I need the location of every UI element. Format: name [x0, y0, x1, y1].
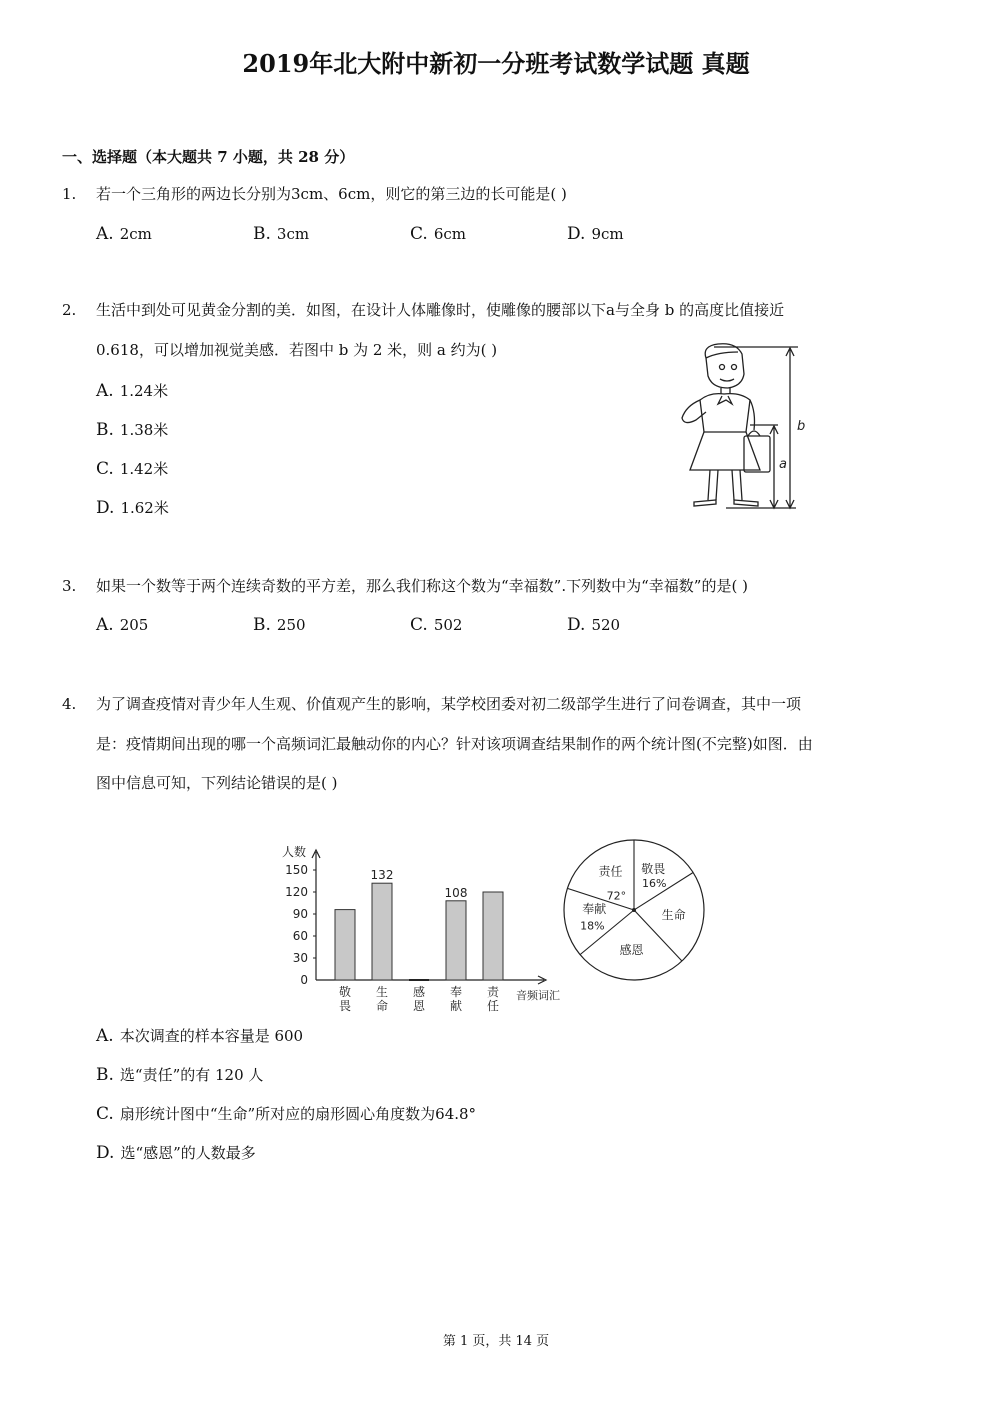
hair-line	[706, 352, 738, 358]
q4-option-d	[96, 1142, 256, 1163]
pie-slice-label-奉献: 奉献	[582, 902, 607, 917]
bag-handle	[748, 431, 760, 436]
option-key: A.	[96, 381, 114, 401]
option-text: 3cm	[276, 225, 310, 243]
bow	[718, 396, 732, 404]
x-tick-label-char: 任	[486, 999, 500, 1013]
question-4-text-line-2: 是：疫情期间出现的哪一个高频词汇最触动你的内心？针对该项调查结果制作的两个统计图(不完整)如图．由	[96, 735, 813, 753]
question-1-number: 1.	[62, 185, 77, 203]
option-text: 1.24米	[119, 382, 169, 400]
option-key: B.	[253, 615, 271, 635]
y-tick-label: 120	[285, 885, 308, 899]
bar-奉献	[446, 901, 466, 980]
option-text: 250	[276, 616, 306, 634]
option-key: D.	[567, 615, 586, 635]
pie-slice-label-责任: 责任	[598, 864, 623, 879]
q4-option-b	[96, 1064, 263, 1085]
y-tick-label: 30	[292, 951, 308, 965]
option-text: 1.42米	[119, 460, 169, 478]
option-text: 6cm	[433, 225, 466, 243]
label-b: b	[797, 419, 806, 434]
q4-option-a	[96, 1025, 303, 1046]
option-text: 2cm	[119, 225, 152, 243]
x-tick-label-char: 奉	[449, 985, 463, 999]
bar-责任	[483, 892, 503, 980]
option-key: C.	[96, 459, 114, 479]
q1-option-d	[567, 224, 624, 244]
option-text: 520	[591, 616, 621, 634]
mouth	[720, 379, 734, 381]
q3-option-c	[410, 615, 462, 635]
question-2-text-line-1: 生活中到处可见黄金分割的美．如图，在设计人体雕像时，使雕像的腰部以下a与全身 b 的高度比值接近	[96, 301, 785, 319]
statue-figure	[666, 340, 816, 515]
page-footer: 第 1 页，共 14 页	[442, 1334, 550, 1349]
q3-option-a	[96, 615, 148, 635]
eye	[732, 365, 737, 370]
x-tick-label-char: 献	[449, 999, 463, 1013]
option-text: 9cm	[591, 225, 624, 243]
option-key: A.	[96, 1026, 114, 1046]
q3-option-b	[253, 615, 306, 635]
x-tick-label-char: 命	[375, 999, 389, 1013]
option-key: B.	[253, 224, 271, 244]
question-1-text: 若一个三角形的两边长分别为3cm、6cm，则它的第三边的长可能是( )	[96, 185, 567, 203]
pie-slice-value: 72°	[606, 889, 627, 903]
q2-option-b	[96, 419, 168, 440]
question-4-text-line-3: 图中信息可知，下列结论错误的是( )	[96, 774, 338, 792]
label-a: a	[779, 457, 787, 472]
pie-slice-label-生命: 生命	[661, 908, 686, 923]
feet	[694, 500, 758, 506]
bar-chart	[268, 838, 568, 1016]
q2-option-a	[96, 380, 168, 401]
question-2-number: 2.	[62, 301, 77, 319]
x-axis-label: 音频词汇	[516, 989, 560, 1002]
q2-option-d	[96, 497, 169, 518]
torso	[700, 394, 750, 432]
q3-option-d	[567, 615, 620, 635]
pie-slice-label-感恩: 感恩	[619, 942, 644, 957]
option-key: C.	[410, 224, 428, 244]
pie-center	[632, 908, 636, 912]
option-key: C.	[96, 1104, 114, 1124]
option-text: 选“感恩”的人数最多	[120, 1144, 256, 1162]
q1-option-c	[410, 224, 466, 244]
y-axis-label: 人数	[282, 845, 307, 859]
legs	[708, 470, 742, 500]
x-tick-label-char: 感	[412, 985, 426, 999]
option-text: 本次调查的样本容量是 600	[119, 1027, 304, 1045]
section-heading: 一、选择题（本大题共 7 小题，共 28 分）	[62, 148, 355, 166]
x-tick-label-char: 生	[375, 985, 389, 999]
q2-option-c	[96, 458, 168, 479]
q4-option-c	[96, 1103, 476, 1124]
option-key: C.	[410, 615, 428, 635]
option-text: 205	[119, 616, 149, 634]
bar-data-label: 132	[370, 868, 394, 883]
option-text: 502	[433, 616, 463, 634]
question-4-number: 4.	[62, 695, 77, 713]
question-3-text: 如果一个数等于两个连续奇数的平方差，那么我们称这个数为“幸福数”.下列数中为“幸福数”的是( )	[96, 577, 748, 595]
x-tick-label-char: 责	[486, 985, 500, 999]
pie-slice-label-敬畏: 敬畏	[641, 861, 666, 876]
y-tick-label: 60	[292, 929, 308, 943]
option-key: D.	[96, 1143, 115, 1163]
y-tick-label: 0	[300, 973, 308, 987]
page-title: 2019年北大附中新初一分班考试数学试题 真题	[242, 49, 750, 78]
question-3-number: 3.	[62, 577, 77, 595]
bar-data-label: 108	[444, 885, 468, 900]
option-key: B.	[96, 420, 114, 440]
option-text: 选“责任”的有 120 人	[119, 1066, 264, 1084]
question-2-text-line-2: 0.618，可以增加视觉美感．若图中 b 为 2 米，则 a 约为( )	[96, 341, 498, 359]
pie-slice-value: 18%	[580, 919, 605, 933]
q1-option-b	[253, 224, 309, 244]
option-key: A.	[96, 615, 114, 635]
skirt	[690, 432, 760, 470]
y-tick-label: 90	[292, 907, 308, 921]
question-4-text-line-1: 为了调查疫情对青少年人生观、价值观产生的影响，某学校团委对初二级部学生进行了问卷调查，其中一项	[96, 695, 802, 713]
y-tick-label: 150	[285, 863, 308, 877]
q1-option-a	[96, 224, 152, 244]
pie-chart	[560, 836, 710, 986]
option-key: A.	[96, 224, 114, 244]
x-tick-label-char: 敬	[338, 985, 352, 999]
option-text: 1.62米	[120, 499, 169, 517]
pie-slice-value: 16%	[642, 877, 667, 891]
x-tick-label-char: 恩	[412, 999, 426, 1013]
option-key: D.	[567, 224, 586, 244]
option-text: 1.38米	[119, 421, 169, 439]
bag	[744, 436, 770, 472]
bar-生命	[372, 883, 392, 980]
x-tick-label-char: 畏	[338, 999, 352, 1013]
option-key: D.	[96, 498, 115, 518]
option-key: B.	[96, 1065, 114, 1085]
option-text: 扇形统计图中“生命”所对应的扇形圆心角度数为64.8°	[119, 1105, 477, 1123]
eye	[720, 365, 725, 370]
bar-敬畏	[335, 910, 355, 980]
